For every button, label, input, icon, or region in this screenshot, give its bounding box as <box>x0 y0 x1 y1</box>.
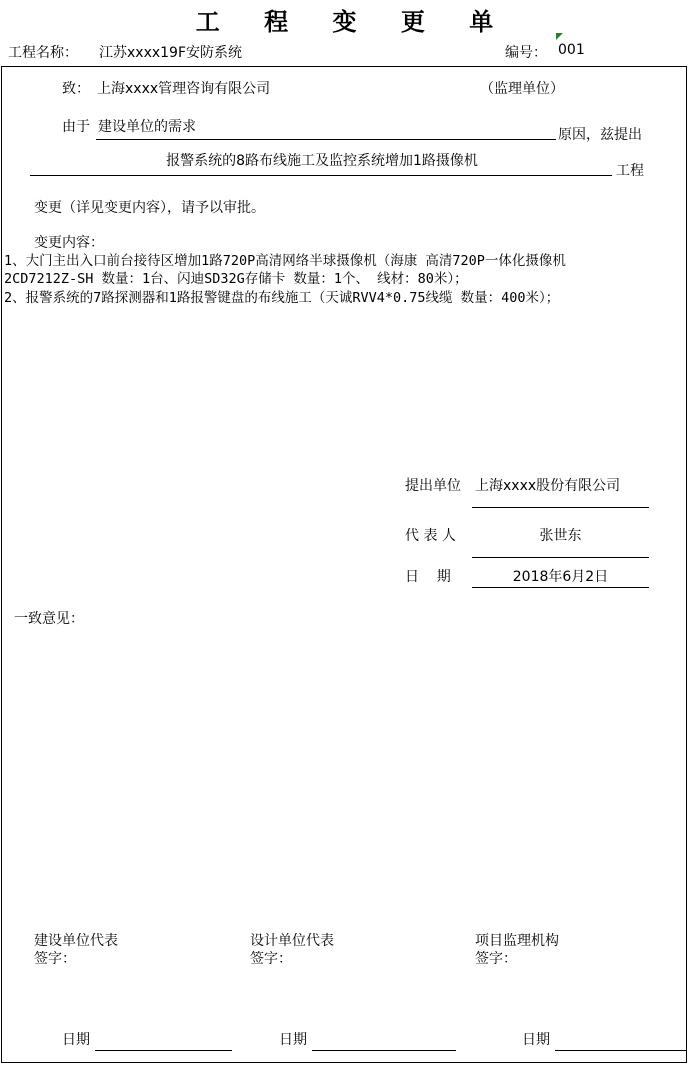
change-content-label: 变更内容： <box>34 235 104 251</box>
change-item-line: 2、报警系统的7路探测器和1路报警键盘的布线施工（天诚RVV4*0.75线缆 数量：400米）； <box>4 290 560 306</box>
submit-date-value: 2018年6月2日 <box>512 569 609 585</box>
change-item-line: 2CD7212Z-SH 数量：1台、闪迪SD32G存储卡 数量：1个、 线材：80米）； <box>4 271 468 287</box>
design-date-underline <box>312 1050 456 1051</box>
number-label: 编号： <box>505 45 547 61</box>
reason-underline <box>96 139 556 140</box>
project-name-label: 工程名称： <box>8 45 78 61</box>
project-description: 报警系统的8路布线施工及监控系统增加1路摄像机 <box>166 153 478 169</box>
representative-value: 张世东 <box>539 528 582 544</box>
to-label: 致： <box>62 81 90 97</box>
supervision-date-label: 日期 <box>522 1032 550 1048</box>
change-request-text: 变更（详见变更内容），请予以审批。 <box>34 200 265 216</box>
reason-value: 建设单位的需求 <box>98 119 196 135</box>
owner-date-underline <box>95 1050 232 1051</box>
change-item-line: 1、大门主出入口前台接待区增加1路720P高清网络半球摄像机（海康 高清720P一体化摄像机 <box>4 253 566 269</box>
submitter-unit-label: 提出单位 <box>405 478 461 494</box>
supervision-date-underline <box>555 1050 686 1051</box>
design-date-label: 日期 <box>279 1032 307 1048</box>
owner-rep-label: 建设单位代表 <box>34 933 118 949</box>
cell-comment-marker <box>556 33 563 40</box>
supervision-sign-label: 签字： <box>475 951 517 967</box>
to-name: 上海xxxx管理咨询有限公司 <box>97 81 271 97</box>
project-suffix: 工程 <box>616 163 644 179</box>
submit-date-label: 日 期 <box>405 569 451 585</box>
submitter-unit-value: 上海xxxx股份有限公司 <box>475 478 621 494</box>
document-title: 工 程 变 更 单 <box>195 8 512 36</box>
number-value: 001 <box>558 42 585 58</box>
project-underline <box>30 175 612 176</box>
owner-date-label: 日期 <box>62 1032 90 1048</box>
representative-underline <box>472 557 649 558</box>
supervision-rep-label: 项目监理机构 <box>475 933 559 949</box>
owner-sign-label: 签字： <box>34 951 76 967</box>
design-sign-label: 签字： <box>250 951 292 967</box>
design-rep-label: 设计单位代表 <box>250 933 334 949</box>
reason-suffix: 原因，兹提出 <box>558 127 642 143</box>
submitter-unit-underline <box>472 507 649 508</box>
reason-prefix: 由于 <box>62 119 90 135</box>
representative-label: 代 表 人 <box>405 528 456 544</box>
submit-date-underline <box>472 587 649 588</box>
supervisor-role: （监理单位） <box>480 81 564 97</box>
consensus-opinion-label: 一致意见： <box>14 611 84 627</box>
project-name-value: 江苏xxxx19F安防系统 <box>99 45 243 61</box>
